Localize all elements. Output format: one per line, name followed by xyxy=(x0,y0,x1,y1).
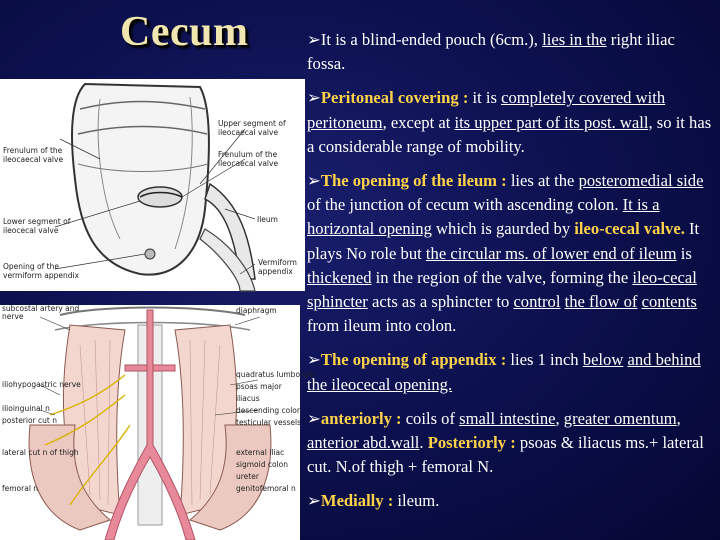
arrow-bullet-icon: ➢ xyxy=(307,30,321,49)
arrow-bullet-icon: ➢ xyxy=(307,350,321,370)
text-run: . xyxy=(419,433,428,453)
label-ileum: Ileum xyxy=(257,215,278,224)
label-psoas: psoas major xyxy=(236,382,282,391)
underlined-run: completely covered with peritoneum xyxy=(307,88,666,132)
slide-body-text xyxy=(307,28,713,524)
text-run: so it has a considerable range of mobility. xyxy=(307,112,712,156)
underlined-run: the circular ms. of lower end of ileum xyxy=(425,243,677,263)
label-ilioinguinal: ilioinguinal n xyxy=(2,404,50,413)
underlined-run: ileo-cecal sphincter xyxy=(307,267,697,312)
label-frenulum-right: Frenulum of the xyxy=(218,150,278,159)
bullet-paragraph xyxy=(307,348,713,396)
bullet-paragraph xyxy=(307,407,713,480)
label-appendix-opening-2: vermiform appendix xyxy=(3,271,80,280)
label-lower-segment-2: ileocecal valve xyxy=(3,226,59,235)
underlined-run: control xyxy=(513,292,561,312)
text-run: coils of xyxy=(401,408,460,428)
label-genitofemoral: genitofemoral n xyxy=(236,484,296,493)
bold-heading-run: Peritoneal covering : xyxy=(320,88,469,108)
bold-heading-run: ileo-cecal valve. xyxy=(574,219,685,239)
underlined-run: small intestine xyxy=(459,408,556,428)
label-frenulum-left: Frenulum of the xyxy=(3,146,63,155)
label-vermiform: Vermiform xyxy=(258,258,297,267)
underlined-run: below xyxy=(582,350,624,370)
bold-heading-run: The opening of the ileum : xyxy=(320,171,507,191)
underlined-run: and behind the ileocecal opening. xyxy=(307,350,701,394)
label-frenulum-left-2: ileocaecal valve xyxy=(3,155,64,164)
label-iliacus: iliacus xyxy=(236,394,260,403)
text-run: , xyxy=(555,408,564,428)
label-diaphragm: diaphragm xyxy=(236,306,277,315)
arrow-bullet-icon: ➢ xyxy=(307,408,321,428)
underlined-run: lies in the xyxy=(542,30,607,49)
label-frenulum-right-2: ileocaecal valve xyxy=(218,159,279,168)
bold-heading-run: The opening of appendix : xyxy=(320,350,507,370)
text-run: , except at xyxy=(382,112,455,132)
underlined-run: anterior abd.wall xyxy=(307,433,420,453)
label-testicular: testicular vessels xyxy=(236,418,301,427)
bullet-paragraph xyxy=(307,489,713,513)
text-run: It plays No role but xyxy=(307,219,700,263)
posterior-abdominal-wall-illustration xyxy=(0,304,316,540)
text-run: acts as a sphincter to xyxy=(367,292,514,312)
bold-heading-run: Posteriorly : xyxy=(427,433,516,453)
label-quadratus: quadratus lumborum xyxy=(236,370,316,379)
label-appendix-opening: Opening of the xyxy=(3,262,59,271)
bullet-paragraph xyxy=(307,86,713,159)
text-run: lies 1 inch xyxy=(506,350,583,370)
text-run: ileum. xyxy=(393,491,440,511)
label-subcostal-2: nerve xyxy=(2,312,24,321)
label-lower-segment: Lower segment of xyxy=(3,217,71,226)
text-run: is xyxy=(676,243,692,263)
text-run: which is gaurded by xyxy=(431,219,575,239)
label-ureter: ureter xyxy=(236,472,259,481)
bullet-paragraph xyxy=(307,28,713,76)
underlined-run: It is a horizontal opening xyxy=(307,195,660,239)
text-run: from ileum into colon. xyxy=(307,316,457,336)
text-run: right iliac fossa. xyxy=(307,30,675,74)
text-run: in the region of the valve, forming the xyxy=(371,267,633,287)
text-run: of the junction of cecum with ascending colon. xyxy=(307,195,623,215)
label-descending-colon: descending colon xyxy=(236,406,302,415)
underlined-run: its upper part of its post. wall, xyxy=(454,112,653,132)
bullet-paragraph xyxy=(307,169,713,338)
label-iliohypogastric: iliohypogastric nerve xyxy=(2,380,81,389)
underlined-run: greater omentum xyxy=(563,408,677,428)
underlined-run: thickened xyxy=(307,267,372,287)
text-run: it is xyxy=(468,88,502,108)
underlined-run: the flow of xyxy=(564,292,638,312)
cecum-interior-illustration xyxy=(0,79,305,291)
text-run: lies at the xyxy=(506,171,579,191)
text-run: It is a blind-ended pouch (6cm.), xyxy=(320,30,543,49)
label-posterior-cut: posterior cut n xyxy=(2,416,57,425)
bold-heading-run: anteriorly : xyxy=(320,408,402,428)
slide-title: Cecum xyxy=(120,9,249,55)
label-upper-segment: Upper segment of xyxy=(218,119,286,128)
text-run: , xyxy=(676,408,681,428)
underlined-run: contents xyxy=(641,292,697,312)
label-external-iliac: external iliac xyxy=(236,448,285,457)
bold-heading-run: Medially : xyxy=(320,491,394,511)
arrow-bullet-icon: ➢ xyxy=(307,491,321,511)
arrow-bullet-icon: ➢ xyxy=(307,171,321,191)
label-lateral-cut: lateral cut n of thigh xyxy=(2,448,79,457)
label-upper-segment-2: ileocaecal valve xyxy=(218,128,279,137)
text-run: psoas & iliacus ms.+ lateral cut. N.of thigh + femoral N. xyxy=(307,433,704,477)
label-subcostal: subcostal artery and xyxy=(2,304,80,313)
label-femoral: femoral n xyxy=(2,484,39,493)
label-sigmoid: sigmoid colon xyxy=(236,460,289,469)
label-vermiform-2: appendix xyxy=(258,267,293,276)
arrow-bullet-icon: ➢ xyxy=(307,88,321,108)
underlined-run: posteromedial side xyxy=(578,171,704,191)
